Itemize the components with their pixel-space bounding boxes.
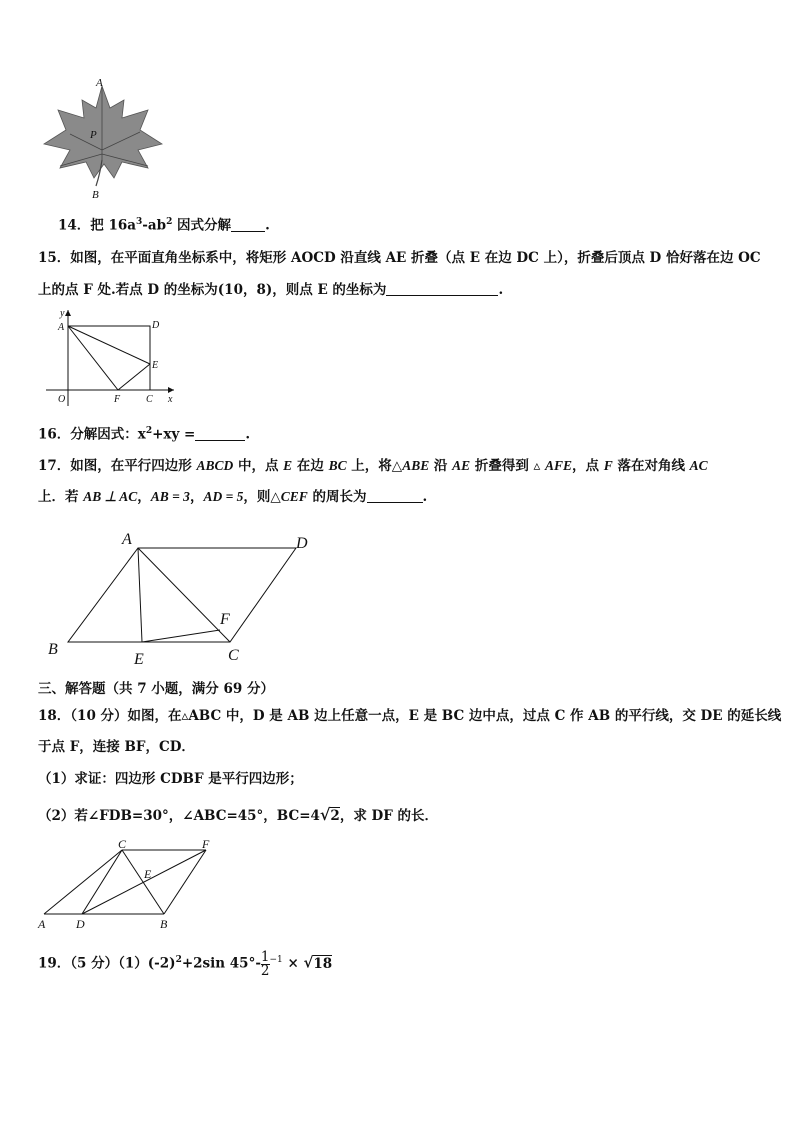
answer-blank-17[interactable] [367, 488, 423, 503]
svg-text:F: F [202, 837, 210, 851]
svg-text:C: C [146, 394, 153, 405]
svg-text:D: D [296, 535, 308, 552]
svg-text:A: A [122, 531, 132, 548]
svg-text:E: E [152, 360, 159, 371]
answer-blank-14[interactable] [231, 217, 265, 232]
question-18-line2: 于点 F，连接 BF，CD． [38, 739, 195, 755]
maple-leaf-figure [30, 74, 170, 204]
leaf-label-p: P [90, 129, 97, 141]
question-18-part1: （1）求证：四边形 CDBF 是平行四边形； [38, 771, 303, 787]
svg-text:O: O [58, 394, 66, 405]
question-14: 14．把 $16a^3-ab^2$ 因式分解 . [58, 217, 270, 234]
answer-blank-15[interactable] [386, 281, 498, 296]
svg-text:C: C [118, 837, 127, 851]
svg-text:D: D [152, 320, 160, 331]
svg-text:F: F [114, 394, 121, 405]
leaf-label-a: A [96, 77, 103, 89]
question-19: 19．（5 分）$(1)(-2)^2+2\sin$ 45°- $\frac{1}{2}$ $^{-1}$ × √18 [38, 948, 333, 979]
figure-18-triangle [36, 836, 216, 932]
svg-text:B: B [160, 917, 168, 931]
figure-15-rectangle-fold [40, 306, 190, 410]
svg-text:D: D [76, 917, 85, 931]
svg-text:E: E [144, 867, 152, 881]
answer-blank-16[interactable] [195, 426, 245, 441]
svg-text:B: B [48, 641, 58, 658]
svg-text:A: A [38, 917, 46, 931]
svg-text:F: F [220, 611, 230, 628]
svg-text:C: C [228, 647, 239, 664]
question-15-line1: 15．如图，在平面直角坐标系中，将矩形 AOCD 沿直线 AE 折叠（点 E 在边 DC 上），折叠后顶点 D 恰好落在边 OC [38, 250, 761, 266]
svg-text:x: x [168, 394, 173, 405]
section-3-heading: 三、解答题（共 7 小题，满分 69 分） [38, 681, 274, 697]
leaf-shape [44, 86, 162, 178]
question-18-part2: （2）若∠FDB=30°，∠ABC=45°，BC=4√2，求 DF 的长． [38, 805, 439, 824]
question-15-line2: 上的点 F 处.若点 D 的坐标为(10，8)，则点 E 的坐标为 . [38, 282, 504, 298]
question-17-line2: 上．若 AB ⊥ AC，AB = 3，AD = 5，则△CEF 的周长为 . [38, 489, 428, 505]
figure-17-parallelogram [40, 526, 330, 670]
question-16: 16．分解因式：$x^2+xy$ = . [38, 426, 251, 443]
svg-text:E: E [134, 651, 144, 668]
leaf-label-b: B [92, 189, 99, 201]
svg-text:A: A [58, 322, 65, 333]
question-18-line1: 18．（10 分）如图，在▵ABC 中，D 是 AB 边上任意一点，E 是 BC 边中点，过点 C 作 AB 的平行线，交 DE 的延长线 [38, 708, 782, 724]
question-17-line1: 17．如图，在平行四边形 ABCD 中，点 E 在边 BC 上，将△ABE 沿 AE 折叠得到 ▵ AFE，点 F 落在对角线 AC [38, 458, 708, 474]
svg-text:y: y [60, 308, 65, 319]
